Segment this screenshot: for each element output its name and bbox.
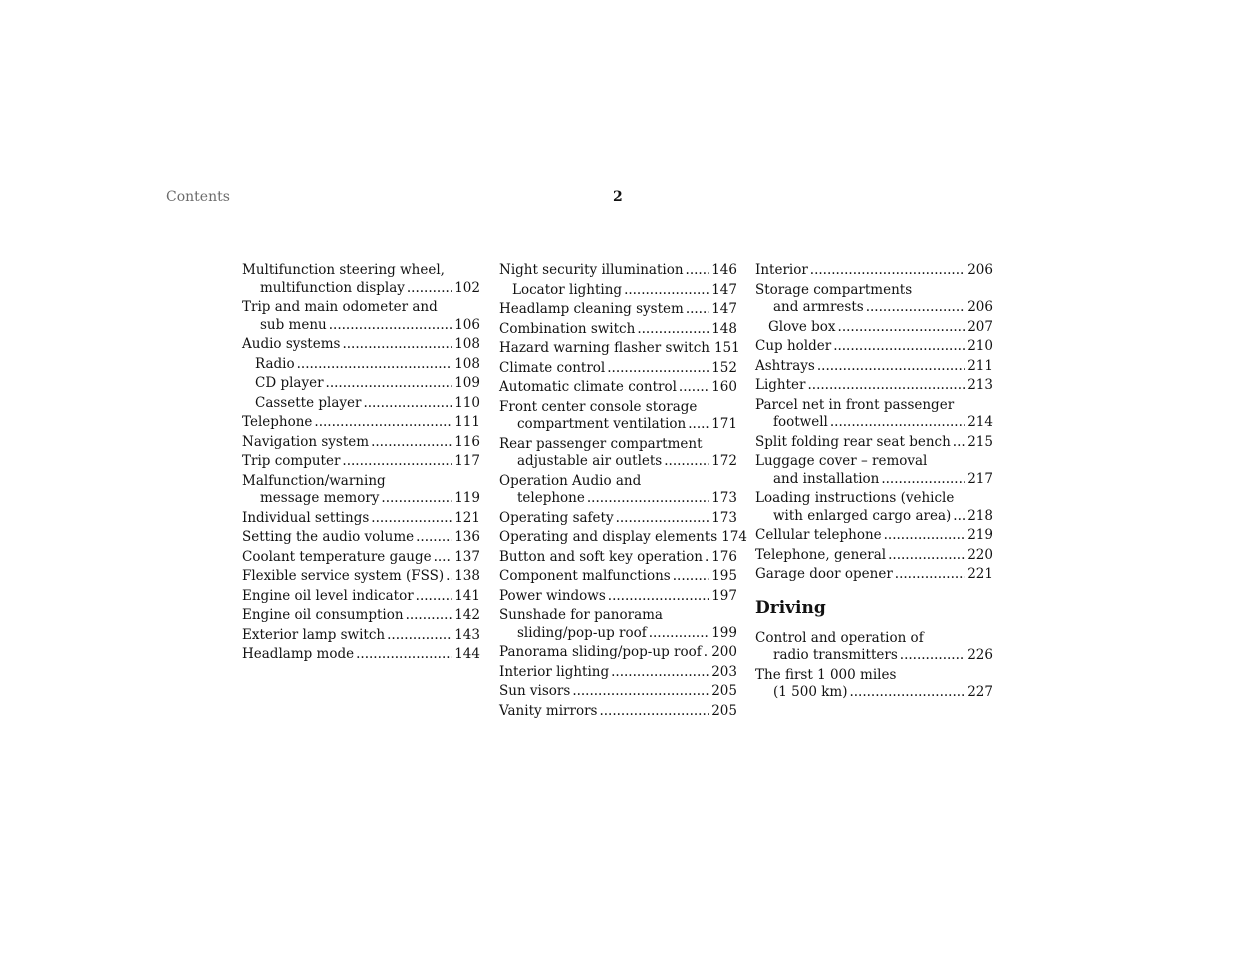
- toc-column-1: [242, 262, 480, 666]
- dot-leader: [686, 262, 710, 280]
- toc-entry[interactable]: [499, 664, 737, 682]
- toc-entry[interactable]: [242, 473, 480, 508]
- toc-entry[interactable]: [242, 375, 480, 393]
- toc-entry-title: (1 500 km): [773, 684, 848, 700]
- toc-entry[interactable]: [755, 434, 993, 452]
- toc-entry[interactable]: [755, 397, 993, 432]
- toc-entry-title: Sunshade for panorama: [499, 607, 663, 623]
- toc-entry-title: Ashtrays: [755, 357, 815, 374]
- toc-entry-title: with enlarged cargo area): [773, 507, 952, 524]
- toc-entry-title: Headlamp cleaning system: [499, 301, 684, 317]
- toc-entry-title: Coolant temperature gauge: [242, 548, 432, 565]
- dot-leader: [572, 683, 709, 701]
- toc-entry-page: 102: [454, 279, 480, 296]
- dot-leader: [866, 299, 966, 317]
- toc-entry[interactable]: [242, 588, 480, 606]
- toc-entry[interactable]: [755, 453, 993, 488]
- toc-entry[interactable]: [242, 568, 480, 586]
- toc-entry[interactable]: [499, 360, 737, 378]
- toc-entry[interactable]: [242, 356, 480, 374]
- toc-entry-page: 108: [454, 355, 480, 372]
- toc-entry-title: Exterior lamp switch: [242, 626, 386, 643]
- dot-leader: [416, 529, 452, 547]
- toc-entry-title: sub menu: [260, 316, 327, 333]
- toc-entry[interactable]: [242, 414, 480, 432]
- toc-entry-title: Radio: [255, 355, 295, 372]
- toc-entry-title: Split folding rear seat bench: [755, 433, 951, 450]
- toc-entry-title: Control and operation of: [755, 629, 924, 646]
- toc-entry[interactable]: [499, 399, 737, 434]
- toc-entry-page: 171: [711, 416, 737, 432]
- toc-entry[interactable]: [242, 434, 480, 452]
- toc-entry-page: 226: [967, 647, 993, 663]
- dot-leader: [704, 644, 710, 662]
- dot-leader: [624, 282, 709, 300]
- dot-leader: [673, 568, 709, 586]
- toc-entry-title: Button and soft key operation: [499, 548, 703, 565]
- toc-entry-page: 197: [711, 587, 737, 604]
- toc-entry[interactable]: [242, 646, 480, 664]
- dot-leader: [888, 547, 965, 565]
- toc-entry[interactable]: [242, 299, 480, 334]
- dot-leader: [849, 684, 965, 702]
- dot-leader: [664, 453, 709, 471]
- toc-entry-page: 200: [711, 644, 737, 660]
- toc-entry-title: The first 1 000 miles: [755, 666, 897, 683]
- toc-entry[interactable]: [499, 301, 737, 319]
- toc-entry-page: 219: [967, 527, 993, 543]
- toc-entry-page: 203: [711, 663, 737, 680]
- toc-entry-page: 210: [967, 338, 993, 354]
- toc-entry-title: Rear passenger compartment: [499, 435, 703, 452]
- toc-entry-page: 111: [454, 414, 480, 430]
- section-title: Contents: [166, 189, 230, 205]
- toc-entry-title: Cup holder: [755, 338, 832, 354]
- toc-entry-title: Multifunction steering wheel,: [242, 262, 445, 278]
- toc-entry-title: Telephone, general: [755, 546, 887, 563]
- dot-leader: [416, 588, 453, 606]
- toc-entry-page: 108: [454, 336, 480, 352]
- toc-entry-page: 136: [454, 529, 480, 545]
- toc-entry[interactable]: [499, 473, 737, 508]
- toc-entry[interactable]: [755, 377, 993, 395]
- toc-entry-page: 176: [711, 548, 737, 565]
- toc-entry[interactable]: [499, 568, 737, 586]
- toc-entry-page: 207: [967, 318, 993, 335]
- dot-leader: [371, 434, 452, 452]
- dot-leader: [830, 414, 965, 432]
- dot-leader: [637, 321, 709, 339]
- toc-entry-title: Locator lighting: [512, 281, 623, 298]
- toc-entry[interactable]: [242, 529, 480, 547]
- toc-entry-page: 205: [711, 683, 737, 699]
- dot-leader: [808, 377, 966, 395]
- toc-entry-page: 227: [967, 684, 993, 700]
- toc-entry-page: 173: [711, 509, 737, 526]
- toc-entry[interactable]: [499, 340, 740, 358]
- dot-leader: [881, 471, 965, 489]
- toc-column-3-entries: [755, 262, 993, 584]
- toc-entry-title: Vanity mirrors: [499, 702, 598, 719]
- dot-leader: [953, 508, 965, 526]
- toc-entry[interactable]: [755, 630, 993, 665]
- toc-entry-title: multifunction display: [260, 279, 405, 296]
- toc-entry[interactable]: [499, 510, 737, 528]
- toc-entry-title: Telephone: [242, 414, 313, 430]
- toc-entry-title: sliding/pop-up roof: [517, 624, 647, 641]
- toc-entry-title: message memory: [260, 490, 380, 506]
- toc-entry-title: Trip computer: [242, 453, 341, 469]
- dot-leader: [688, 416, 709, 434]
- dot-leader: [608, 588, 709, 606]
- dot-leader: [356, 646, 452, 664]
- toc-entry[interactable]: [242, 395, 480, 413]
- toc-entry-page: 205: [711, 702, 737, 719]
- toc-entry-title: Interior lighting: [499, 663, 610, 680]
- dot-leader: [607, 360, 709, 378]
- toc-entry-title: Headlamp mode: [242, 646, 355, 662]
- toc-entry-title: telephone: [517, 490, 585, 506]
- dot-leader: [446, 568, 452, 586]
- toc-entry[interactable]: [242, 549, 480, 567]
- dot-leader: [817, 358, 965, 376]
- toc-entry[interactable]: [755, 490, 993, 525]
- dot-leader: [833, 338, 965, 356]
- toc-entry[interactable]: [499, 321, 737, 339]
- toc-entry[interactable]: [242, 607, 480, 625]
- toc-entry-title: Power windows: [499, 587, 606, 604]
- section-heading-driving: Driving: [755, 597, 826, 618]
- toc-entry-page: 218: [967, 507, 993, 524]
- toc-entry-title: Loading instructions (vehicle: [755, 490, 955, 506]
- toc-entry[interactable]: [499, 703, 737, 721]
- toc-entry[interactable]: [755, 282, 993, 317]
- toc-entry-title: Component malfunctions: [499, 568, 671, 584]
- toc-column-3-driving-entries: [755, 630, 993, 702]
- toc-entry-page: 117: [454, 453, 480, 469]
- toc-entry-title: Cassette player: [255, 394, 362, 411]
- toc-entry-title: adjustable air outlets: [517, 453, 663, 469]
- dot-leader: [342, 336, 452, 354]
- dot-leader: [381, 490, 452, 508]
- toc-entry[interactable]: [499, 644, 737, 662]
- toc-entry-page: 148: [711, 320, 737, 337]
- toc-entry-page: 110: [454, 394, 480, 411]
- toc-entry-page: 173: [711, 490, 737, 506]
- toc-entry[interactable]: [242, 510, 480, 528]
- dot-leader: [363, 395, 452, 413]
- dot-leader: [953, 434, 965, 452]
- toc-entry[interactable]: [755, 338, 993, 356]
- toc-entry[interactable]: [755, 667, 993, 702]
- dot-leader: [326, 375, 453, 393]
- toc-entry-title: CD player: [255, 375, 324, 391]
- toc-entry[interactable]: [499, 282, 737, 300]
- toc-entry[interactable]: [242, 453, 480, 471]
- toc-column-2: [499, 262, 747, 722]
- toc-entry-page: 213: [967, 377, 993, 393]
- toc-entry-page: 215: [967, 433, 993, 450]
- dot-leader: [342, 453, 452, 471]
- toc-entry-title: Climate control: [499, 359, 606, 376]
- toc-entry-page: 195: [711, 568, 737, 584]
- toc-entry-title: and installation: [773, 470, 880, 487]
- toc-entry-page: 152: [711, 359, 737, 376]
- dot-leader: [406, 607, 453, 625]
- toc-entry-title: Navigation system: [242, 433, 370, 450]
- toc-entry-title: and armrests: [773, 299, 864, 315]
- toc-entry[interactable]: [499, 436, 737, 471]
- toc-entry-page: 106: [454, 316, 480, 333]
- toc-entry-page: 211: [967, 357, 993, 374]
- dot-leader: [810, 262, 965, 280]
- toc-entry[interactable]: [242, 627, 480, 645]
- toc-entry-page: 151: [713, 340, 740, 356]
- dot-leader: [587, 490, 709, 508]
- toc-entry-title: Operation Audio and: [499, 472, 642, 489]
- toc-entry[interactable]: [499, 588, 737, 606]
- toc-entry-title: Panorama sliding/pop-up roof: [499, 644, 702, 660]
- dot-leader: [649, 625, 710, 643]
- toc-entry-page: 144: [454, 646, 480, 662]
- dot-leader: [371, 510, 452, 528]
- toc-entry-title: Garage door opener: [755, 566, 893, 582]
- toc-entry-title: Parcel net in front passenger: [755, 396, 955, 413]
- toc-entry-page: 172: [711, 453, 737, 469]
- toc-entry-page: 119: [454, 490, 480, 506]
- toc-entry[interactable]: [755, 319, 993, 337]
- toc-entry-title: compartment ventilation: [517, 416, 687, 432]
- dot-leader: [838, 319, 966, 337]
- toc-entry-title: Audio systems: [242, 336, 341, 352]
- toc-column-3: [755, 262, 993, 704]
- toc-entry-title: Individual settings: [242, 509, 370, 526]
- dot-leader: [611, 664, 709, 682]
- toc-entry-title: Lighter: [755, 377, 806, 393]
- dot-leader: [895, 566, 965, 584]
- toc-entry[interactable]: [242, 336, 480, 354]
- toc-entry-page: 143: [454, 626, 480, 643]
- toc-entry-title: Malfunction/warning: [242, 472, 386, 489]
- toc-entry-page: 221: [967, 566, 993, 582]
- toc-entry-page: 147: [711, 301, 737, 317]
- toc-entry-page: 109: [454, 375, 480, 391]
- toc-entry-title: Luggage cover – removal: [755, 453, 928, 469]
- toc-entry[interactable]: [499, 262, 737, 280]
- toc-entry[interactable]: [755, 358, 993, 376]
- dot-leader: [705, 549, 709, 567]
- dot-leader: [884, 527, 966, 545]
- dot-leader: [329, 317, 452, 335]
- toc-entry-page: 199: [711, 624, 737, 641]
- dot-leader: [900, 647, 965, 665]
- toc-entry[interactable]: [755, 262, 993, 280]
- toc-entry-page: 214: [967, 414, 993, 430]
- toc-entry-page: 147: [711, 281, 737, 298]
- dot-leader: [407, 280, 452, 298]
- toc-entry-page: 206: [967, 262, 993, 278]
- toc-entry-title: Hazard warning flasher switch: [499, 340, 710, 356]
- toc-entry-title: Interior: [755, 262, 808, 278]
- dot-leader: [387, 627, 452, 645]
- toc-entry[interactable]: [499, 379, 737, 397]
- dot-leader: [434, 549, 453, 567]
- toc-entry-title: Night security illumination: [499, 262, 684, 278]
- toc-entry-page: 121: [454, 509, 480, 526]
- toc-entry-title: Combination switch: [499, 320, 636, 337]
- toc-entry[interactable]: [755, 527, 993, 545]
- dot-leader: [314, 414, 452, 432]
- dot-leader: [297, 356, 453, 374]
- toc-entry[interactable]: [499, 607, 737, 642]
- toc-entry-title: Sun visors: [499, 683, 571, 699]
- dot-leader: [686, 301, 709, 319]
- toc-entry-title: Engine oil level indicator: [242, 587, 414, 604]
- toc-entry-title: Glove box: [768, 318, 836, 335]
- toc-entry-page: 220: [967, 546, 993, 563]
- dot-leader: [616, 510, 710, 528]
- toc-entry-title: Front center console storage: [499, 398, 698, 415]
- toc-entry-title: Operating and display elements: [499, 529, 718, 545]
- toc-entry-page: 137: [454, 548, 480, 565]
- toc-entry-title: Trip and main odometer and: [242, 299, 438, 315]
- toc-entry[interactable]: [499, 683, 737, 701]
- toc-entry-title: Cellular telephone: [755, 527, 882, 543]
- toc-entry-page: 160: [711, 379, 737, 395]
- toc-entry-page: 146: [711, 262, 737, 278]
- toc-entry-page: 141: [454, 587, 480, 604]
- toc-entry[interactable]: [755, 547, 993, 565]
- toc-entry-title: Setting the audio volume: [242, 529, 415, 545]
- toc-entry-title: Storage compartments: [755, 281, 913, 298]
- toc-entry-page: 142: [454, 607, 480, 623]
- toc-entry-page: 217: [967, 470, 993, 487]
- toc-entry[interactable]: [242, 262, 480, 297]
- dot-leader: [599, 703, 709, 721]
- toc-entry-title: Automatic climate control: [499, 379, 677, 395]
- toc-entry-page: 206: [967, 299, 993, 315]
- toc-entry[interactable]: [499, 529, 747, 547]
- toc-entry[interactable]: [755, 566, 993, 584]
- toc-entry-page: 174: [721, 529, 747, 545]
- page-number: 2: [613, 189, 623, 205]
- toc-entry-page: 138: [454, 568, 480, 584]
- toc-entry-title: Flexible service system (FSS): [242, 568, 445, 584]
- toc-entry-title: Operating safety: [499, 509, 614, 526]
- toc-entry-title: radio transmitters: [773, 647, 898, 663]
- toc-entry-title: Engine oil consumption: [242, 607, 404, 623]
- toc-entry-page: 116: [454, 433, 480, 450]
- toc-entry-title: footwell: [773, 414, 828, 430]
- toc-entry[interactable]: [499, 549, 737, 567]
- dot-leader: [679, 379, 709, 397]
